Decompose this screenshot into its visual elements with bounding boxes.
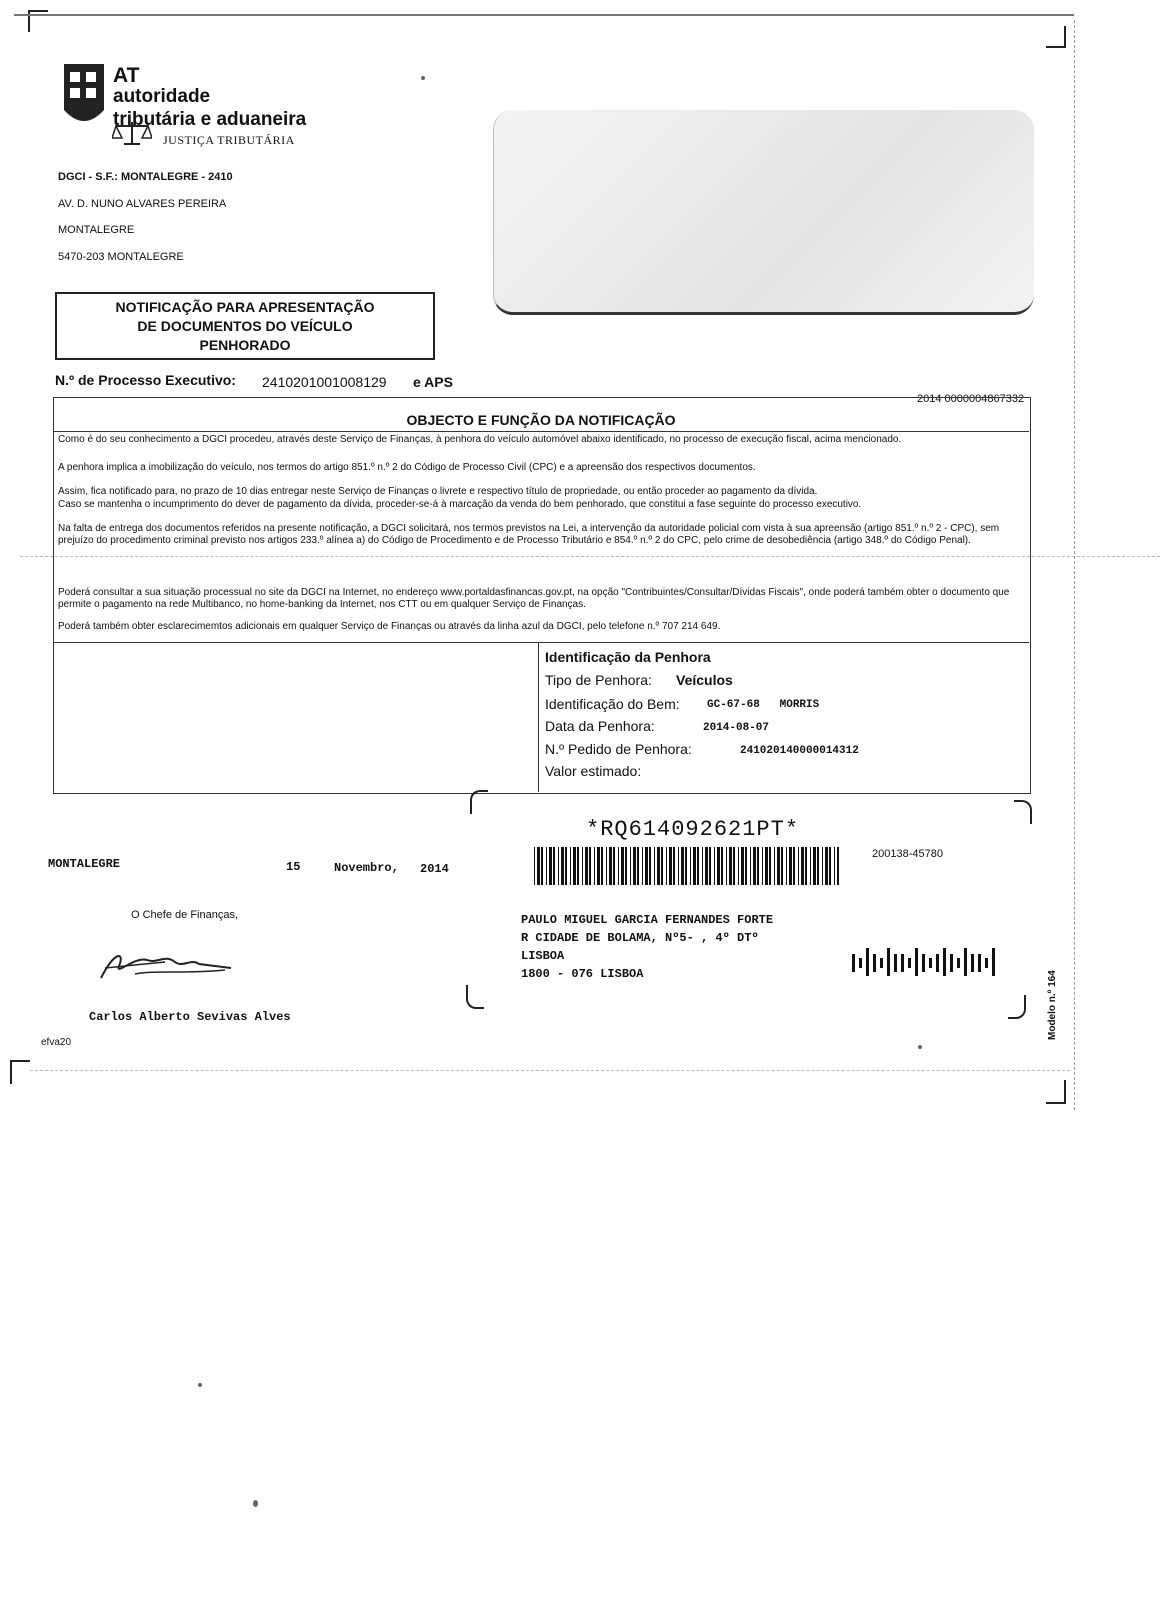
postal-bar: [915, 948, 918, 976]
barcode-bar: [829, 847, 831, 885]
paragraph-4: Poderá consultar a sua situação processual no site da DGCI na Internet, no endereço www.portaldasfinancas.gov.pt, na opção "Contribuintes/Consultar/Dívidas Fiscais", onde poderá também obter o documento que permite o pagamento na rede Multibanco, no home-banking da Internet, nos CTT ou em qualquer Serviço de Finanças.: [58, 587, 1010, 610]
notice-title-line3: PENHORADO: [199, 337, 291, 353]
postal-barcode: [852, 948, 1002, 976]
barcode-bar: [745, 847, 747, 885]
scan-speck: [918, 1045, 922, 1049]
barcode-bar: [657, 847, 660, 885]
scan-corner-bottom-right: [1046, 1080, 1066, 1104]
barcode-bar: [813, 847, 816, 885]
barcode-bar: [637, 847, 639, 885]
tracking-barcode: [534, 847, 839, 885]
barcode-bar: [594, 847, 595, 885]
postal-bar: [908, 958, 911, 968]
barcode-bar: [693, 847, 696, 885]
barcode-bar: [601, 847, 603, 885]
postal-bar: [957, 958, 960, 968]
barcode-bar: [553, 847, 555, 885]
postal-bar: [866, 948, 869, 976]
barcode-bar: [757, 847, 759, 885]
paragraph-rule: [53, 642, 1029, 643]
barcode-bar: [645, 847, 648, 885]
barcode-bar: [733, 847, 735, 885]
penhora-date-value: 2014-08-07: [703, 722, 770, 734]
barcode-bar: [546, 847, 547, 885]
process-reference: 2014 0000004867332: [917, 393, 1025, 405]
postal-bar: [894, 954, 897, 972]
barcode-bar: [541, 847, 543, 885]
envelope-window: [493, 110, 1034, 315]
barcode-bar: [786, 847, 787, 885]
postal-bar: [936, 954, 939, 972]
notice-title-box: [55, 292, 435, 360]
postal-bar: [971, 954, 974, 972]
section-title: OBJECTO E FUNÇÃO DA NOTIFICAÇÃO: [406, 412, 676, 428]
barcode-bar: [582, 847, 583, 885]
barcode-bar: [765, 847, 768, 885]
postal-bar: [887, 948, 890, 976]
postal-bar: [873, 954, 876, 972]
logo-line2: tributária e aduaneira: [113, 109, 307, 130]
barcode-bar: [825, 847, 828, 885]
chief-label: O Chefe de Finanças,: [131, 909, 239, 921]
postal-bar: [992, 948, 995, 976]
postal-bar: [859, 958, 862, 968]
barcode-bar: [649, 847, 651, 885]
signature: [95, 948, 235, 989]
chief-name: Carlos Alberto Sevivas Alves: [89, 1010, 291, 1024]
barcode-bar: [801, 847, 804, 885]
barcode-bar: [729, 847, 732, 885]
barcode-bar: [561, 847, 564, 885]
recipient-name: PAULO MIGUEL GARCIA FERNANDES FORTE: [521, 913, 774, 927]
barcode-bar: [685, 847, 687, 885]
penhora-request-label: N.º Pedido de Penhora:: [545, 741, 692, 757]
process-label: N.º de Processo Executivo:: [55, 372, 236, 388]
barcode-bar: [642, 847, 643, 885]
document-code: 200138-45780: [872, 848, 943, 860]
barcode-bar: [702, 847, 703, 885]
postal-bar: [950, 954, 953, 972]
barcode-bar: [681, 847, 684, 885]
barcode-bar: [534, 847, 535, 885]
barcode-bar: [570, 847, 571, 885]
barcode-bar: [741, 847, 744, 885]
barcode-bar: [577, 847, 579, 885]
penhora-asset-value: GC-67-68 MORRIS: [707, 699, 820, 711]
footer-year: 2014: [420, 862, 449, 876]
barcode-bar: [705, 847, 708, 885]
page-edge-bottom: [30, 1070, 1070, 1071]
penhora-estimated-label: Valor estimado:: [545, 763, 642, 779]
barcode-bar: [621, 847, 624, 885]
barcode-bar: [714, 847, 715, 885]
process-suffix: e APS: [413, 374, 453, 390]
postal-bar: [929, 958, 932, 968]
barcode-bar: [709, 847, 711, 885]
window-bracket-top-left: [470, 790, 488, 814]
barcode-bar: [654, 847, 655, 885]
tracking-code: *RQ614092621PT*: [586, 817, 800, 842]
paragraph-2b: Caso se mantenha o incumprimento do dever de pagamento da dívida, proceder-se-á à marcação da venda do bem penhorado, que constitui a fase seguinte do processo executivo.: [58, 499, 862, 510]
sender-postal: 5470-203 MONTALEGRE: [58, 251, 184, 263]
barcode-bar: [837, 847, 839, 885]
barcode-bar: [762, 847, 763, 885]
postal-bar: [922, 954, 925, 972]
footer-day: 15: [286, 860, 301, 874]
window-bracket-bottom-left: [466, 985, 484, 1009]
operator-code: efva20: [41, 1037, 72, 1048]
model-number: Modelo n.º 164: [1047, 970, 1058, 1040]
recipient-postal: 1800 - 076 LISBOA: [521, 967, 644, 981]
postal-bar: [985, 958, 988, 968]
barcode-bar: [618, 847, 619, 885]
barcode-bar: [606, 847, 607, 885]
recipient-city: LISBOA: [521, 949, 565, 963]
penhora-request-value: 241020140000014312: [740, 745, 859, 757]
paragraph-3: Na falta de entrega dos documentos referidos na presente notificação, a DGCI solicitará, nos termos previstos na Lei, a intervenção da autoridade policial com vista à sua apreensão (artigo 851.º n.º 2 - CPC), sem prejuízo do procedimento criminal previsto nos artigos 233.º alínea a) do Código de Procedimento e de Processo Tributário e 854.º n.º 2 do CPC, pelo crime de desobediência (artigo 348.º do Código Penal).: [58, 523, 1000, 546]
notice-title-line2: DE DOCUMENTOS DO VEÍCULO: [137, 318, 353, 334]
paragraph-1b: A penhora implica a imobilização do veículo, nos termos do artigo 851.º n.º 2 do Código de Processo Civil (CPC) e a apreensão dos respectivos documentos.: [58, 462, 756, 473]
barcode-bar: [673, 847, 675, 885]
paragraph-2a: Assim, fica notificado para, no prazo de 10 dias entregar neste Serviço de Finanças o livrete e respectivo título de propriedade, ou então proceder ao pagamento da dívida.: [58, 486, 818, 497]
barcode-bar: [666, 847, 667, 885]
barcode-bar: [817, 847, 819, 885]
barcode-bar: [589, 847, 591, 885]
paragraph-5: Poderá também obter esclarecimemtos adicionais em qualquer Serviço de Finanças ou através da linha azul da DGCI, pelo telefone n.º 707 214 649.: [58, 621, 721, 632]
scan-speck: [253, 1500, 258, 1507]
paragraph-1a: Como é do seu conhecimento a DGCI procedeu, através deste Serviço de Finanças, à penhora do veículo automóvel abaixo identificado, no processo de execução fiscal, acima mencionado.: [58, 434, 902, 445]
barcode-bar: [774, 847, 775, 885]
barcode-bar: [777, 847, 780, 885]
barcode-bar: [810, 847, 811, 885]
barcode-bar: [630, 847, 631, 885]
footer-month: Novembro,: [334, 861, 399, 875]
page-edge-top: [14, 14, 1074, 16]
barcode-bar: [565, 847, 567, 885]
scan-corner-bottom-left: [10, 1060, 30, 1084]
page-edge-right: [1074, 20, 1075, 1110]
window-bracket-bottom-right: [1008, 995, 1026, 1019]
barcode-bar: [805, 847, 807, 885]
barcode-bar: [537, 847, 540, 885]
barcode-bar: [822, 847, 823, 885]
window-bracket-top-right: [1014, 800, 1032, 824]
sender-city: MONTALEGRE: [58, 224, 135, 236]
barcode-bar: [669, 847, 672, 885]
barcode-bar: [793, 847, 795, 885]
barcode-bar: [798, 847, 799, 885]
penhora-heading: Identificação da Penhora: [545, 649, 711, 665]
sender-street: AV. D. NUNO ALVARES PEREIRA: [58, 198, 227, 210]
postal-bar: [901, 954, 904, 972]
barcode-bar: [769, 847, 771, 885]
barcode-bar: [697, 847, 699, 885]
barcode-bar: [597, 847, 600, 885]
recipient-street: R CIDADE DE BOLAMA, Nº5- , 4º DTº: [521, 931, 759, 945]
penhora-date-label: Data da Penhora:: [545, 718, 655, 734]
logo-subtitle: JUSTIÇA TRIBUTÁRIA: [163, 133, 295, 147]
barcode-bar: [738, 847, 739, 885]
scan-corner-top-right: [1046, 26, 1066, 48]
barcode-bar: [834, 847, 835, 885]
barcode-bar: [549, 847, 552, 885]
barcode-bar: [690, 847, 691, 885]
postal-bar: [978, 954, 981, 972]
barcode-bar: [717, 847, 720, 885]
footer-place: MONTALEGRE: [48, 857, 121, 871]
at-logo: [60, 62, 108, 126]
penhora-divider: [538, 642, 539, 792]
barcode-bar: [613, 847, 615, 885]
postal-bar: [943, 948, 946, 976]
barcode-bar: [678, 847, 679, 885]
barcode-bar: [585, 847, 588, 885]
barcode-bar: [573, 847, 576, 885]
barcode-bar: [558, 847, 559, 885]
barcode-bar: [781, 847, 783, 885]
barcode-bar: [721, 847, 723, 885]
penhora-type-label: Tipo de Penhora:: [545, 672, 652, 688]
scan-speck: [421, 76, 425, 80]
postal-bar: [964, 948, 967, 976]
logo-line1: autoridade: [113, 86, 211, 107]
penhora-type-value: Veículos: [676, 672, 733, 688]
notice-title-line1: NOTIFICAÇÃO PARA APRESENTAÇÃO: [115, 299, 375, 315]
barcode-bar: [633, 847, 636, 885]
postal-bar: [880, 958, 883, 968]
barcode-bar: [609, 847, 612, 885]
barcode-bar: [753, 847, 756, 885]
barcode-bar: [625, 847, 627, 885]
barcode-bar: [726, 847, 727, 885]
scan-speck: [198, 1383, 202, 1387]
section-title-rule: [53, 431, 1029, 432]
postal-bar: [852, 954, 855, 972]
barcode-bar: [661, 847, 663, 885]
barcode-bar: [750, 847, 751, 885]
penhora-asset-label: Identificação do Bem:: [545, 696, 680, 712]
process-number: 2410201001008129: [262, 374, 387, 390]
logo-abbrev: AT: [113, 64, 140, 87]
barcode-bar: [789, 847, 792, 885]
sender-office: DGCI - S.F.: MONTALEGRE - 2410: [58, 171, 233, 183]
